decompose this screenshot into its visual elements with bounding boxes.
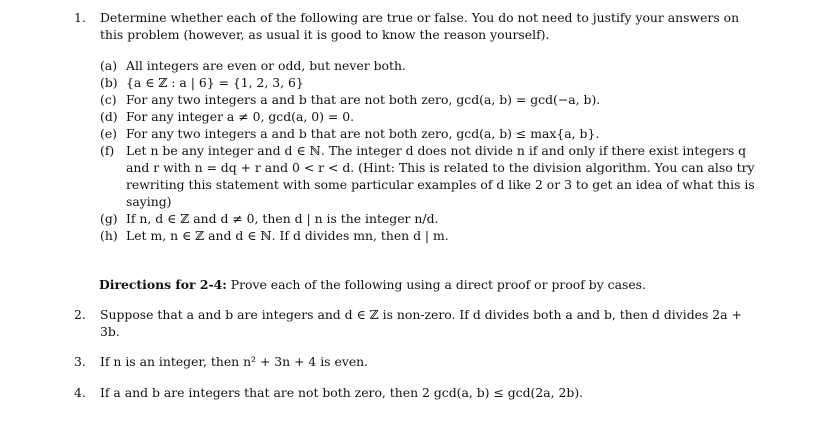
part-label: (a) — [100, 58, 118, 73]
directions-heading: Directions for 2-4: — [99, 277, 227, 292]
problem-2-text: Suppose that a and b are integers and d ∈ ℤ is non-zero. If d divides both a and b, then d divides 2a + 3b. — [100, 307, 742, 339]
part-a — [100, 57, 760, 74]
problem-4-text: If a and b are integers that are not both zero, then 2 gcd(a, b) ≤ gcd(2a, 2b). — [100, 385, 584, 400]
problem-number: 2. — [74, 307, 86, 322]
problem-2 — [74, 306, 764, 340]
part-c — [100, 91, 760, 108]
problem-number: 4. — [74, 385, 86, 400]
part-b — [100, 74, 760, 91]
part-label: (c) — [100, 92, 117, 107]
problem-4 — [74, 384, 764, 401]
part-text: If n, d ∈ ℤ and d ≠ 0, then d | n is the integer n/d. — [126, 211, 439, 226]
part-text: For any two integers a and b that are not both zero, gcd(a, b) ≤ max{a, b}. — [126, 126, 600, 141]
part-label: (e) — [100, 126, 118, 141]
problem-3-text: If n is an integer, then n² + 3n + 4 is even. — [100, 354, 369, 369]
directions — [99, 276, 759, 293]
problem-number: 3. — [74, 354, 86, 369]
problem-1 — [74, 9, 764, 43]
part-g — [100, 210, 760, 227]
part-label: (b) — [100, 75, 118, 90]
part-text: Let m, n ∈ ℤ and d ∈ ℕ. If d divides mn, then d | m. — [126, 228, 449, 243]
problem-1-intro: Determine whether each of the following are true or false. You do not need to justify your answers on this problem (however, as usual it is good to know the reason yourself). — [100, 10, 740, 42]
part-label: (h) — [100, 228, 118, 243]
part-d — [100, 108, 760, 125]
problem-number: 1. — [74, 10, 86, 25]
problem-1-parts — [100, 57, 760, 244]
part-h — [100, 227, 760, 244]
part-text: {a ∈ ℤ : a | 6} = {1, 2, 3, 6} — [126, 75, 304, 90]
problem-3 — [74, 353, 764, 370]
part-label: (d) — [100, 109, 118, 124]
directions-text: Prove each of the following using a direct proof or proof by cases. — [230, 277, 646, 292]
part-text: For any integer a ≠ 0, gcd(a, 0) = 0. — [126, 109, 355, 124]
part-text: All integers are even or odd, but never both. — [126, 58, 406, 73]
part-f — [100, 142, 760, 210]
part-label: (f) — [100, 143, 115, 158]
part-label: (g) — [100, 211, 118, 226]
part-text: For any two integers a and b that are not both zero, gcd(a, b) = gcd(−a, b). — [126, 92, 601, 107]
part-text: Let n be any integer and d ∈ ℕ. The integer d does not divide n if and only if there exist integers q and r with n = dq + r and 0 < r < d. (Hint: This is related to the division algorithm. You can also try rewriting this statement with some particular examples of d like 2 or 3 to get an idea of what this is saying) — [126, 143, 755, 209]
part-e — [100, 125, 760, 142]
